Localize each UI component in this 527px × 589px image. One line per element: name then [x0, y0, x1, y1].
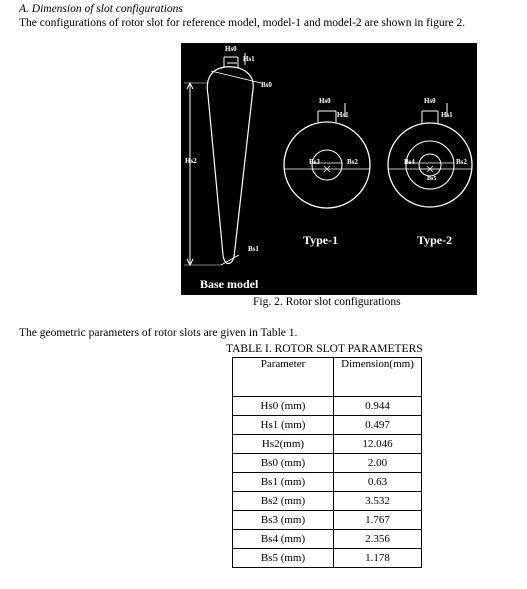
- table-caption: TABLE I. ROTOR SLOT PARAMETERS: [226, 343, 423, 355]
- value-cell: 0.63: [334, 473, 422, 492]
- table-row: [233, 435, 422, 454]
- value-cell: 2.356: [334, 530, 422, 549]
- table-header-row: [233, 358, 422, 397]
- value-cell: 0.497: [334, 416, 422, 435]
- type2-shape: [388, 103, 472, 207]
- value-cell: 2.00: [334, 454, 422, 473]
- base-model-label: Base model: [200, 277, 259, 291]
- label-bs1: Bs1: [248, 245, 259, 253]
- rotor-slot-parameters-table: [232, 357, 422, 568]
- type1-label: Type-1: [303, 233, 339, 247]
- section-heading: A. Dimension of slot configurations: [19, 3, 183, 15]
- table-row: [233, 549, 422, 568]
- value-cell: 12.046: [334, 435, 422, 454]
- table-row: [233, 492, 422, 511]
- table-row: [233, 473, 422, 492]
- table-row: [233, 416, 422, 435]
- type1-shape: [284, 103, 370, 208]
- label-hs1-type1: Hs1: [337, 111, 349, 119]
- rotor-slot-figure: [181, 43, 477, 295]
- parameter-cell: Hs1 (mm): [233, 416, 334, 435]
- value-cell: 1.178: [334, 549, 422, 568]
- label-bs0: Bs0: [261, 81, 272, 89]
- label-hs0-type1: Hs0: [319, 97, 331, 105]
- table-row: [233, 397, 422, 416]
- parameter-cell: Bs2 (mm): [233, 492, 334, 511]
- parameter-cell: Bs4 (mm): [233, 530, 334, 549]
- parameter-cell: Bs1 (mm): [233, 473, 334, 492]
- parameter-cell: Bs5 (mm): [233, 549, 334, 568]
- label-bs2-type2: Bs2: [456, 158, 467, 166]
- label-hs2: Hs2: [185, 157, 197, 165]
- header-dimension: Dimension(mm): [334, 358, 422, 397]
- label-bs3: Bs3: [309, 158, 320, 166]
- table-intro-paragraph: The geometric parameters of rotor slots are given in Table 1.: [19, 327, 298, 339]
- label-hs0-base: Hs0: [225, 45, 237, 53]
- table-row: [233, 530, 422, 549]
- intro-paragraph: The configurations of rotor slot for reference model, model-1 and model-2 are shown in figure 2.: [19, 17, 466, 29]
- header-parameter: Parameter: [233, 358, 334, 397]
- type2-label: Type-2: [417, 233, 453, 247]
- rotor-slot-diagram: [181, 43, 477, 295]
- parameter-cell: Hs2(mm): [233, 435, 334, 454]
- label-bs4: Bs4: [404, 158, 415, 166]
- parameter-cell: Bs0 (mm): [233, 454, 334, 473]
- parameter-cell: Bs3 (mm): [233, 511, 334, 530]
- parameter-cell: Hs0 (mm): [233, 397, 334, 416]
- figure-caption: Fig. 2. Rotor slot configurations: [253, 296, 401, 308]
- label-bs2-type1: Bs2: [347, 158, 358, 166]
- value-cell: 1.767: [334, 511, 422, 530]
- value-cell: 0.944: [334, 397, 422, 416]
- label-hs1-base: Hs1: [243, 55, 255, 63]
- table-row: [233, 454, 422, 473]
- label-hs0-type2: Hs0: [424, 97, 436, 105]
- table-row: [233, 511, 422, 530]
- value-cell: 3.532: [334, 492, 422, 511]
- label-bs5: Bs5: [427, 176, 437, 182]
- label-hs1-type2: Hs1: [441, 111, 453, 119]
